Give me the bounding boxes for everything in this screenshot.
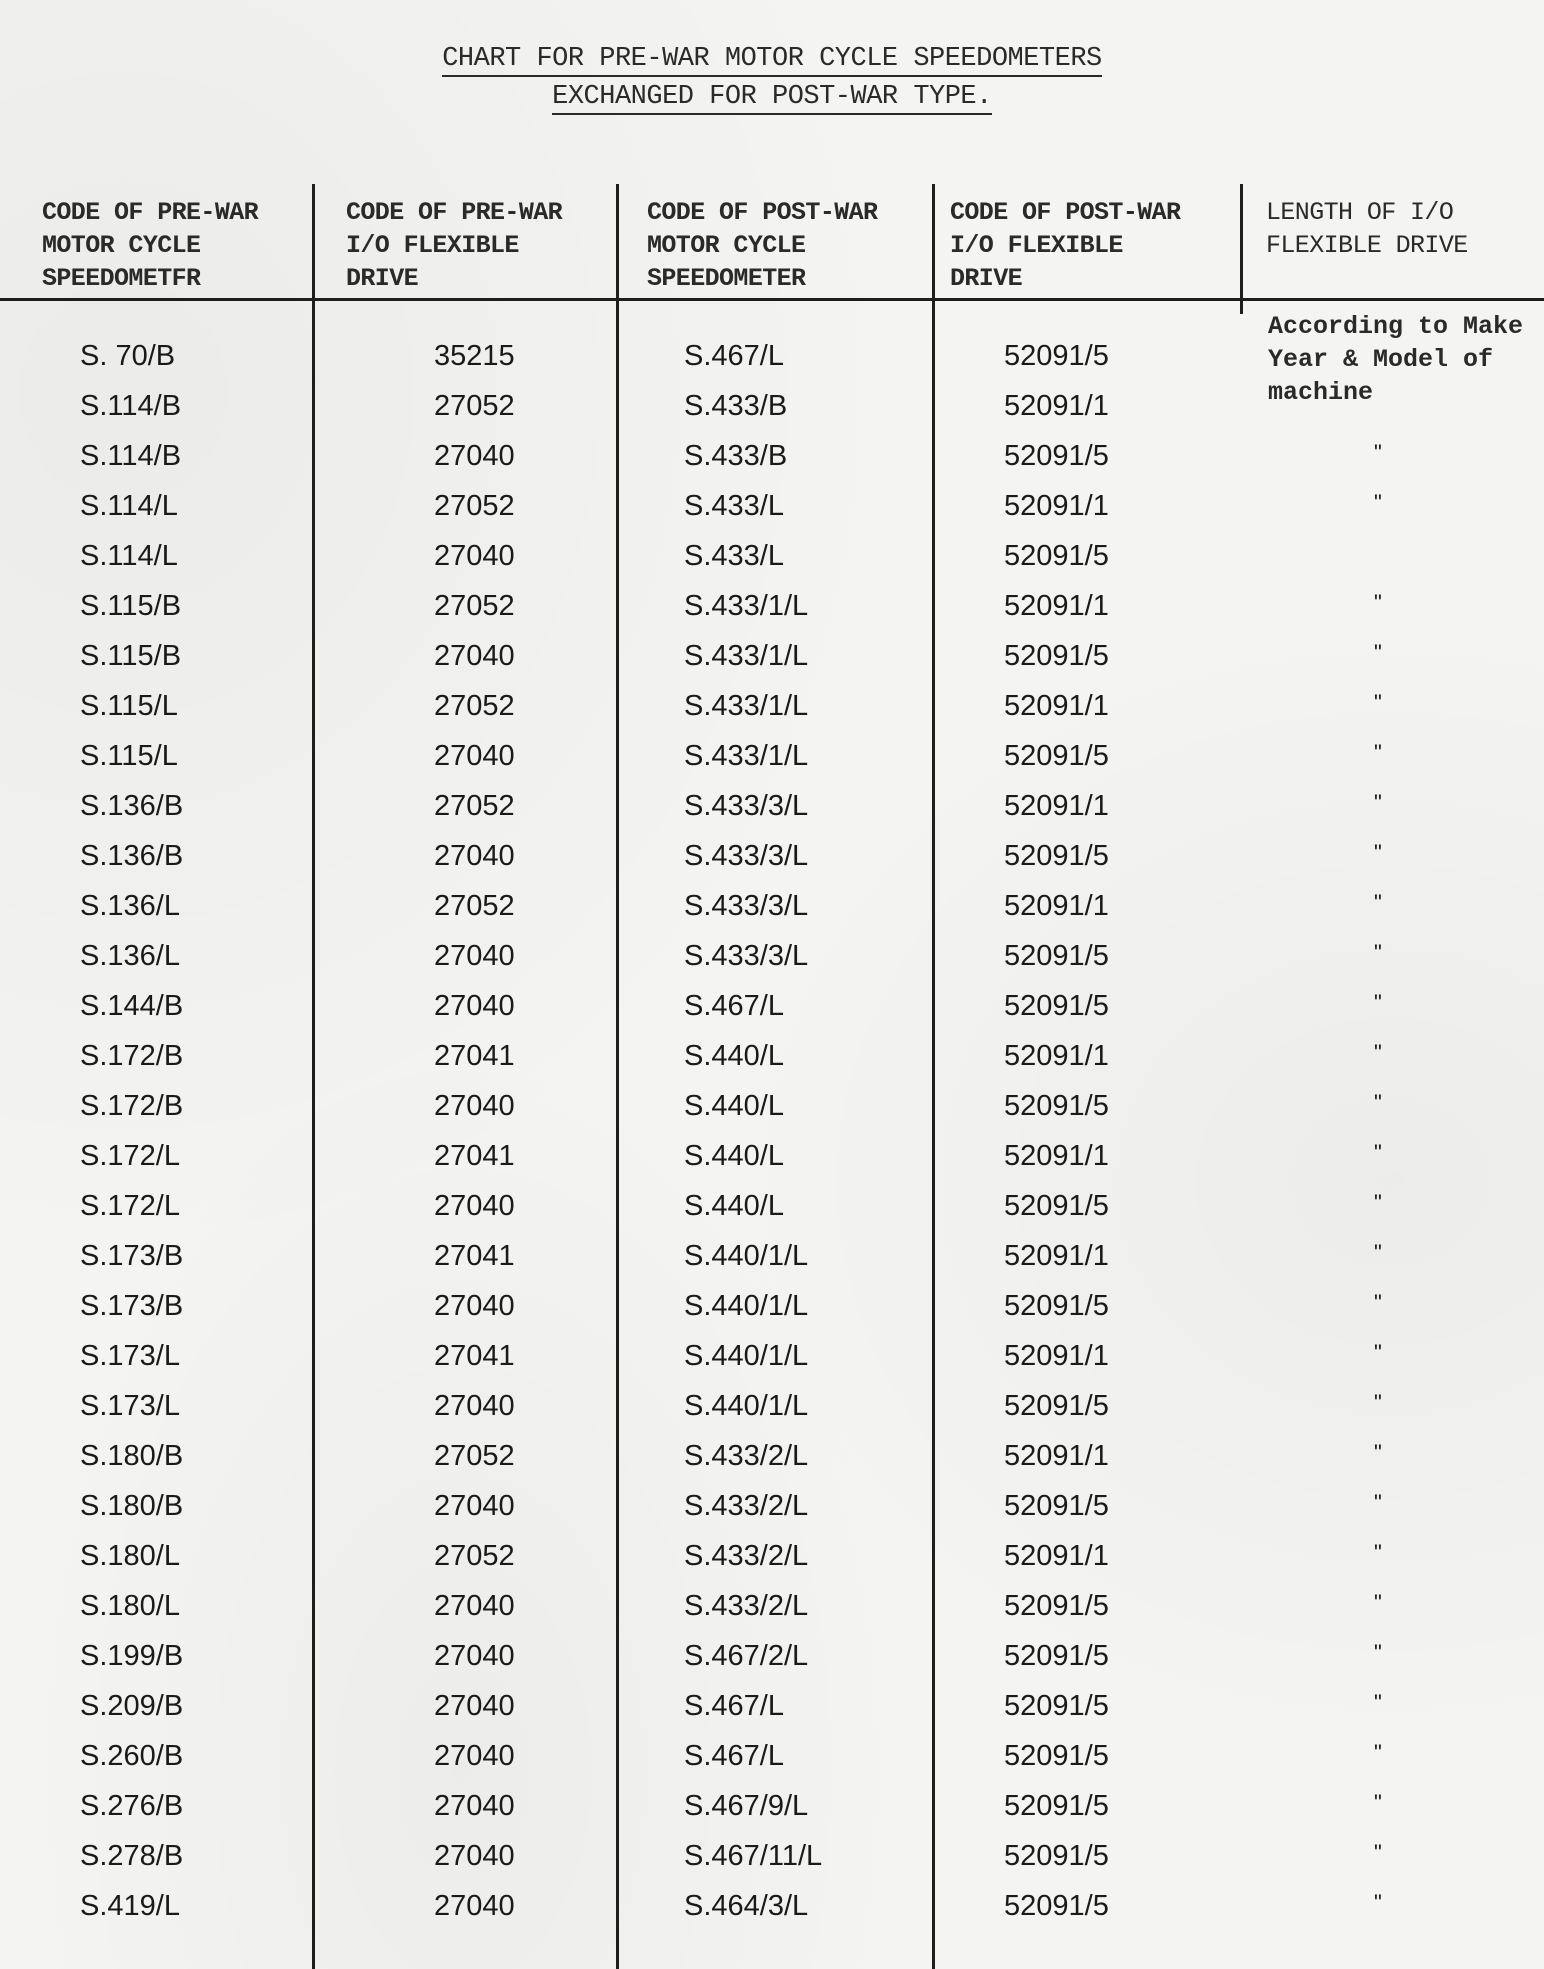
cell-postwar-speedometer: S.433/3/L [684, 840, 809, 872]
cell-postwar-speedometer: S.433/B [684, 440, 788, 472]
cell-postwar-speedometer: S.433/2/L [684, 1490, 809, 1522]
table-row [0, 1140, 1544, 1190]
cell-postwar-flexible-drive: 52091/5 [1004, 1840, 1109, 1872]
cell-prewar-speedometer: S.209/B [80, 1690, 184, 1722]
cell-length: " [1374, 590, 1382, 615]
cell-postwar-flexible-drive: 52091/5 [1004, 740, 1109, 772]
cell-prewar-flexible-drive: 27052 [434, 690, 515, 722]
cell-postwar-flexible-drive: 52091/1 [1004, 1040, 1109, 1072]
table-row [0, 790, 1544, 840]
table-row [0, 840, 1544, 890]
cell-prewar-flexible-drive: 27040 [434, 990, 515, 1022]
cell-postwar-flexible-drive: 52091/5 [1004, 1790, 1109, 1822]
cell-length: " [1374, 1540, 1382, 1565]
cell-postwar-speedometer: S.467/2/L [684, 1640, 809, 1672]
cell-postwar-speedometer: S.467/L [684, 1690, 784, 1722]
table-row [0, 1090, 1544, 1140]
cell-length: " [1374, 1090, 1382, 1115]
cell-prewar-speedometer: S.136/L [80, 940, 180, 972]
cell-length: " [1374, 1490, 1382, 1515]
cell-postwar-flexible-drive: 52091/1 [1004, 1340, 1109, 1372]
cell-postwar-speedometer: S.467/11/L [684, 1840, 823, 1872]
cell-length: " [1374, 790, 1382, 815]
chart-title-line-2-text: EXCHANGED FOR POST-WAR TYPE. [552, 82, 992, 115]
cell-postwar-speedometer: S.433/3/L [684, 890, 809, 922]
cell-length: " [1374, 1390, 1382, 1415]
table-row [0, 540, 1544, 590]
cell-prewar-speedometer: S.180/B [80, 1490, 184, 1522]
table-row [0, 1840, 1544, 1890]
cell-postwar-speedometer: S.433/L [684, 540, 784, 572]
cell-postwar-flexible-drive: 52091/5 [1004, 940, 1109, 972]
cell-prewar-flexible-drive: 27040 [434, 1790, 515, 1822]
header-rule [0, 298, 1544, 301]
cell-prewar-flexible-drive: 27052 [434, 1540, 515, 1572]
chart-title-line-1 [0, 44, 1544, 74]
cell-postwar-speedometer: S.467/L [684, 1740, 784, 1772]
cell-prewar-speedometer: S.419/L [80, 1890, 180, 1922]
cell-length: " [1374, 490, 1382, 515]
cell-prewar-flexible-drive: 35215 [434, 340, 515, 372]
cell-prewar-speedometer: S.136/B [80, 840, 184, 872]
cell-length: " [1374, 1140, 1382, 1165]
cell-prewar-flexible-drive: 27052 [434, 390, 515, 422]
cell-prewar-flexible-drive: 27040 [434, 1690, 515, 1722]
cell-prewar-speedometer: S.136/B [80, 790, 184, 822]
cell-prewar-flexible-drive: 27052 [434, 890, 515, 922]
cell-prewar-speedometer: S.115/L [80, 690, 178, 722]
cell-postwar-flexible-drive: 52091/5 [1004, 340, 1109, 372]
table-row [0, 940, 1544, 990]
cell-length: " [1374, 1340, 1382, 1365]
cell-prewar-speedometer: S.180/B [80, 1440, 184, 1472]
cell-prewar-speedometer: S.180/L [80, 1590, 180, 1622]
cell-prewar-speedometer: S.173/L [80, 1340, 180, 1372]
table-row [0, 1490, 1544, 1540]
cell-prewar-speedometer: S.278/B [80, 1840, 184, 1872]
cell-postwar-flexible-drive: 52091/5 [1004, 440, 1109, 472]
table-row [0, 1590, 1544, 1640]
cell-postwar-speedometer: S.433/3/L [684, 790, 809, 822]
table-row [0, 1040, 1544, 1090]
chart-title-line-2 [0, 82, 1544, 112]
chart-title-line-1-text: CHART FOR PRE-WAR MOTOR CYCLE SPEEDOMETERS [442, 44, 1102, 77]
cell-length: " [1374, 440, 1382, 465]
cell-postwar-flexible-drive: 52091/5 [1004, 1590, 1109, 1622]
cell-prewar-flexible-drive: 27040 [434, 840, 515, 872]
cell-postwar-speedometer: S.440/1/L [684, 1390, 809, 1422]
cell-length: " [1374, 1790, 1382, 1815]
header-prewar-flexible-drive: CODE OF PRE-WAR I/O FLEXIBLE DRIVE [346, 198, 563, 293]
cell-prewar-speedometer: S.115/B [80, 590, 182, 622]
cell-postwar-flexible-drive: 52091/1 [1004, 590, 1109, 622]
cell-postwar-speedometer: S.440/L [684, 1190, 784, 1222]
cell-length: " [1374, 640, 1382, 665]
cell-postwar-speedometer: S.467/L [684, 340, 784, 372]
cell-prewar-flexible-drive: 27052 [434, 490, 515, 522]
cell-prewar-speedometer: S.144/B [80, 990, 184, 1022]
cell-postwar-flexible-drive: 52091/1 [1004, 1540, 1109, 1572]
cell-postwar-flexible-drive: 52091/5 [1004, 840, 1109, 872]
cell-prewar-flexible-drive: 27040 [434, 1890, 515, 1922]
cell-postwar-speedometer: S.440/L [684, 1040, 784, 1072]
table-row [0, 1440, 1544, 1490]
cell-postwar-speedometer: S.464/3/L [684, 1890, 809, 1922]
header-postwar-speedometer: CODE OF POST-WAR MOTOR CYCLE SPEEDOMETER [647, 198, 878, 293]
cell-prewar-flexible-drive: 27040 [434, 640, 515, 672]
cell-postwar-speedometer: S.467/L [684, 990, 784, 1022]
cell-prewar-flexible-drive: 27041 [434, 1240, 515, 1272]
cell-postwar-speedometer: S.433/L [684, 490, 784, 522]
cell-prewar-speedometer: S.114/B [80, 390, 182, 422]
cell-prewar-flexible-drive: 27040 [434, 1740, 515, 1772]
cell-postwar-flexible-drive: 52091/5 [1004, 1640, 1109, 1672]
cell-postwar-flexible-drive: 52091/5 [1004, 640, 1109, 672]
cell-postwar-flexible-drive: 52091/1 [1004, 1440, 1109, 1472]
header-length-flexible-drive: LENGTH OF I/O FLEXIBLE DRIVE [1266, 198, 1468, 260]
header-postwar-flexible-drive: CODE OF POST-WAR I/O FLEXIBLE DRIVE [950, 198, 1181, 293]
cell-postwar-speedometer: S.433/3/L [684, 940, 809, 972]
cell-postwar-speedometer: S.433/B [684, 390, 788, 422]
cell-prewar-speedometer: S.114/L [80, 540, 178, 572]
cell-prewar-flexible-drive: 27040 [434, 940, 515, 972]
cell-postwar-flexible-drive: 52091/5 [1004, 1290, 1109, 1322]
cell-prewar-flexible-drive: 27041 [434, 1340, 515, 1372]
cell-postwar-flexible-drive: 52091/1 [1004, 890, 1109, 922]
cell-postwar-flexible-drive: 52091/5 [1004, 1090, 1109, 1122]
cell-prewar-speedometer: S.172/L [80, 1140, 180, 1172]
cell-postwar-speedometer: S.440/1/L [684, 1290, 809, 1322]
table-row [0, 1690, 1544, 1740]
cell-length: " [1374, 1690, 1382, 1715]
cell-length: " [1374, 1590, 1382, 1615]
cell-length: " [1374, 740, 1382, 765]
cell-postwar-flexible-drive: 52091/5 [1004, 1390, 1109, 1422]
cell-postwar-speedometer: S.440/1/L [684, 1340, 809, 1372]
cell-postwar-flexible-drive: 52091/5 [1004, 540, 1109, 572]
cell-prewar-flexible-drive: 27040 [434, 1590, 515, 1622]
cell-prewar-speedometer: S.136/L [80, 890, 180, 922]
table-row [0, 1640, 1544, 1690]
cell-prewar-speedometer: S.173/B [80, 1240, 184, 1272]
table-row [0, 1190, 1544, 1240]
cell-postwar-speedometer: S.433/1/L [684, 690, 809, 722]
table-row [0, 390, 1544, 440]
cell-postwar-speedometer: S.440/L [684, 1090, 784, 1122]
table-row [0, 590, 1544, 640]
cell-length: " [1374, 1440, 1382, 1465]
cell-length: " [1374, 690, 1382, 715]
cell-length: " [1374, 940, 1382, 965]
cell-prewar-flexible-drive: 27040 [434, 740, 515, 772]
cell-length: " [1374, 1740, 1382, 1765]
cell-postwar-speedometer: S.440/L [684, 1140, 784, 1172]
cell-postwar-flexible-drive: 52091/1 [1004, 690, 1109, 722]
cell-prewar-speedometer: S.115/B [80, 640, 182, 672]
header-prewar-speedometer: CODE OF PRE-WAR MOTOR CYCLE SPEEDOMETFR [42, 198, 259, 293]
cell-postwar-flexible-drive: 52091/5 [1004, 990, 1109, 1022]
table-row [0, 490, 1544, 540]
cell-prewar-speedometer: S.114/L [80, 490, 178, 522]
table-row [0, 1740, 1544, 1790]
cell-prewar-speedometer: S.199/B [80, 1640, 184, 1672]
cell-postwar-speedometer: S.433/1/L [684, 640, 809, 672]
cell-postwar-flexible-drive: 52091/5 [1004, 1890, 1109, 1922]
cell-postwar-speedometer: S.440/1/L [684, 1240, 809, 1272]
cell-postwar-flexible-drive: 52091/1 [1004, 1140, 1109, 1172]
cell-length: " [1374, 1040, 1382, 1065]
cell-prewar-flexible-drive: 27040 [434, 540, 515, 572]
cell-postwar-speedometer: S.467/9/L [684, 1790, 809, 1822]
cell-prewar-speedometer: S. 70/B [80, 340, 176, 372]
table-row [0, 990, 1544, 1040]
length-note: According to Make Year & Model of machine [1268, 312, 1524, 407]
table-row [0, 1240, 1544, 1290]
cell-postwar-speedometer: S.433/1/L [684, 590, 809, 622]
cell-prewar-speedometer: S.260/B [80, 1740, 184, 1772]
cell-prewar-flexible-drive: 27052 [434, 1440, 515, 1472]
table-row [0, 1890, 1544, 1940]
table-row [0, 890, 1544, 940]
cell-prewar-speedometer: S.276/B [80, 1790, 184, 1822]
cell-postwar-speedometer: S.433/2/L [684, 1440, 809, 1472]
cell-postwar-flexible-drive: 52091/5 [1004, 1190, 1109, 1222]
cell-prewar-speedometer: S.173/B [80, 1290, 184, 1322]
cell-prewar-flexible-drive: 27040 [434, 1390, 515, 1422]
cell-prewar-flexible-drive: 27040 [434, 1490, 515, 1522]
cell-prewar-flexible-drive: 27041 [434, 1040, 515, 1072]
cell-postwar-flexible-drive: 52091/1 [1004, 490, 1109, 522]
cell-postwar-flexible-drive: 52091/5 [1004, 1690, 1109, 1722]
cell-prewar-flexible-drive: 27052 [434, 790, 515, 822]
table-row [0, 340, 1544, 390]
cell-prewar-speedometer: S.114/B [80, 440, 182, 472]
cell-prewar-flexible-drive: 27040 [434, 1840, 515, 1872]
table-row [0, 1540, 1544, 1590]
table-row [0, 640, 1544, 690]
cell-postwar-flexible-drive: 52091/5 [1004, 1740, 1109, 1772]
table-row [0, 440, 1544, 490]
cell-length: " [1374, 990, 1382, 1015]
cell-length: " [1374, 1190, 1382, 1215]
cell-length: " [1374, 1840, 1382, 1865]
cell-length: " [1374, 890, 1382, 915]
cell-prewar-flexible-drive: 27041 [434, 1140, 515, 1172]
cell-length: " [1374, 1240, 1382, 1265]
cell-prewar-flexible-drive: 27040 [434, 1190, 515, 1222]
cell-postwar-flexible-drive: 52091/1 [1004, 790, 1109, 822]
cell-length: " [1374, 840, 1382, 865]
cell-prewar-speedometer: S.173/L [80, 1390, 180, 1422]
cell-prewar-speedometer: S.172/B [80, 1040, 184, 1072]
cell-prewar-flexible-drive: 27040 [434, 1090, 515, 1122]
cell-length: " [1374, 1290, 1382, 1315]
table-row [0, 1340, 1544, 1390]
cell-postwar-speedometer: S.433/2/L [684, 1590, 809, 1622]
cell-postwar-flexible-drive: 52091/5 [1004, 1490, 1109, 1522]
cell-postwar-flexible-drive: 52091/1 [1004, 1240, 1109, 1272]
cell-prewar-flexible-drive: 27040 [434, 1640, 515, 1672]
table-row [0, 690, 1544, 740]
cell-prewar-speedometer: S.172/B [80, 1090, 184, 1122]
table-row [0, 1390, 1544, 1440]
cell-prewar-flexible-drive: 27040 [434, 440, 515, 472]
table-body [0, 340, 1544, 1940]
cell-postwar-speedometer: S.433/2/L [684, 1540, 809, 1572]
column-divider-4 [1240, 184, 1243, 314]
cell-prewar-speedometer: S.172/L [80, 1190, 180, 1222]
table-row [0, 1790, 1544, 1840]
cell-length: " [1374, 1890, 1382, 1915]
table-row [0, 740, 1544, 790]
cell-prewar-speedometer: S.115/L [80, 740, 178, 772]
cell-prewar-flexible-drive: 27052 [434, 590, 515, 622]
table-row [0, 1290, 1544, 1340]
cell-length: " [1374, 1640, 1382, 1665]
cell-postwar-speedometer: S.433/1/L [684, 740, 809, 772]
cell-prewar-speedometer: S.180/L [80, 1540, 180, 1572]
cell-postwar-flexible-drive: 52091/1 [1004, 390, 1109, 422]
cell-prewar-flexible-drive: 27040 [434, 1290, 515, 1322]
